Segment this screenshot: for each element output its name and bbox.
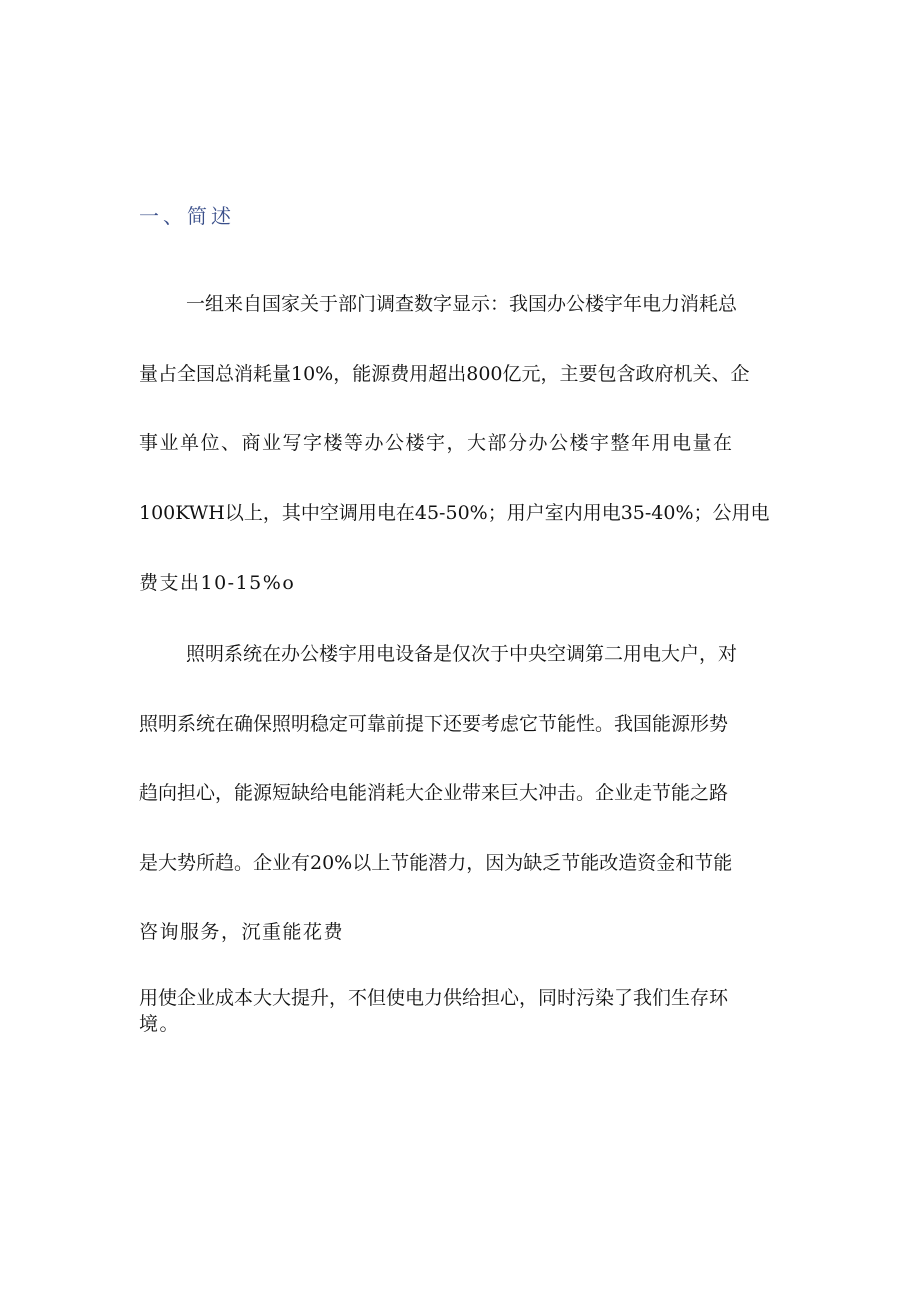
- paragraph-1-line-3: 事业单位、商业写字楼等办公楼宇，大部分办公楼宇整年用电量在: [139, 432, 734, 454]
- paragraph-2-line-2: 照明系统在确保照明稳定可靠前提下还要考虑它节能性。我国能源形势: [139, 713, 729, 735]
- paragraph-1-line-5: 费支出10-15%o: [139, 572, 296, 594]
- paragraph-2-line-3: 趋向担心，能源短缺给电能消耗大企业带来巨大冲击。企业走节能之路: [139, 782, 729, 804]
- section-heading: 一、简述: [139, 204, 235, 228]
- paragraph-2-line-7: 境。: [139, 1013, 181, 1035]
- paragraph-1-line-2: 量占全国总消耗量10%，能源费用超出800亿元，主要包含政府机关、企: [139, 363, 750, 385]
- paragraph-1-line-1: 一组来自国家关于部门调查数字显示：我国办公楼宇年电力消耗总: [186, 293, 738, 315]
- paragraph-2-line-1: 照明系统在办公楼宇用电设备是仅次于中央空调第二用电大户，对: [186, 643, 738, 665]
- paragraph-2-line-5: 咨询服务，沉重能花费: [139, 921, 345, 943]
- paragraph-2-line-4: 是大势所趋。企业有20%以上节能潜力，因为缺乏节能改造资金和节能: [139, 852, 733, 874]
- paragraph-1-line-4: 100KWH以上，其中空调用电在45-50%；用户室内用电35-40%；公用电: [139, 502, 770, 524]
- paragraph-2-line-6: 用使企业成本大大提升，不但使电力供给担心，同时污染了我们生存环: [139, 987, 729, 1009]
